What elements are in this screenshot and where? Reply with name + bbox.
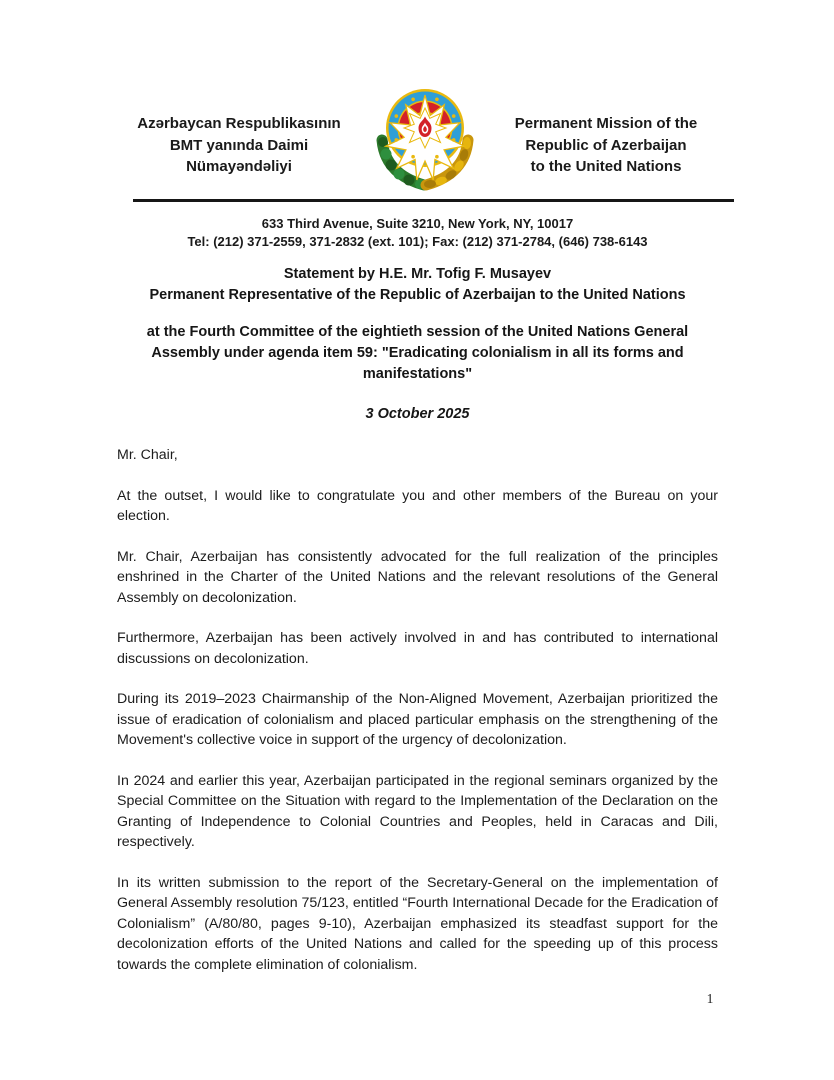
mission-address: 633 Third Avenue, Suite 3210, New York, NY, 10017 — [261, 216, 574, 231]
statement-title — [117, 264, 718, 306]
paragraph-salutation: Mr. Chair, — [117, 447, 178, 463]
page-number: 1 — [706, 991, 714, 1006]
letterhead-az-line-2: BMT yanında Daimi — [169, 136, 309, 154]
letterhead-en-line-2: Republic of Azerbaijan — [525, 136, 687, 154]
statement-subtitle — [117, 322, 718, 385]
mission-contact: Tel: (212) 371-2559, 371-2832 (ext. 101); Fax: (212) 371-2784, (646) 738-6143 — [187, 234, 648, 249]
mission-address-block — [117, 215, 718, 251]
paragraph-nam-chairmanship: During its 2019–2023 Chairmanship of the Non-Aligned Movement, Azerbaijan prioritized the issue of eradication of colonialism and placed particular emphasis on the strengthening of the Movement's collective voice in support of the urgency of decolonization. — [117, 691, 718, 748]
statement-title-line-2: Permanent Representative of the Republic of Azerbaijan to the United Nations — [149, 287, 686, 303]
statement-subtitle-line-3: manifestations" — [362, 366, 473, 382]
letterhead-azerbaijani — [124, 113, 354, 178]
statement-subtitle-line-2: Assembly under agenda item 59: "Eradicating colonialism in all its forms and — [151, 345, 684, 361]
letterhead-en-line-3: to the United Nations — [530, 158, 682, 175]
letterhead-az-line-1: Azərbaycan Respublikasının — [137, 115, 341, 132]
paragraph-regional-seminars: In 2024 and earlier this year, Azerbaijan participated in the regional seminars organized by the Special Committee on the Situation with regard to the Implementation of the Declaration on the Granting of Independence to Colonial Countries and Peoples, held in Caracas and Dili, respectively. — [117, 772, 718, 850]
paragraph-principles: Mr. Chair, Azerbaijan has consistently advocated for the full realization of the principles enshrined in the Charter of the United Nations and the relevant resolutions of the General Assembly on decolonization. — [117, 548, 718, 606]
letterhead-english — [496, 113, 716, 178]
letterhead-en-line-1: Permanent Mission of the — [514, 115, 698, 132]
paragraph-involvement: Furthermore, Azerbaijan has been actively involved in and has contributed to international discussions on decolonization. — [117, 630, 718, 667]
letterhead-divider — [133, 199, 734, 202]
statement-date: 3 October 2025 — [365, 406, 470, 422]
statement-body — [117, 445, 718, 995]
statement-subtitle-line-1: at the Fourth Committee of the eightieth session of the United Nations General — [146, 324, 689, 340]
paragraph-congratulations: At the outset, I would like to congratulate you and other members of the Bureau on your election. — [117, 487, 718, 524]
letterhead-az-line-3: Nümayəndəliyi — [186, 158, 292, 175]
paragraph-written-submission: In its written submission to the report of the Secretary-General on the implementation of General Assembly resolution 75/123, entitled “Fourth International Decade for the Eradication of Colonialism” (A/80/80, pages 9-10), Azerbaijan emphasized its steadfast support for the decolonization efforts of the United Nations and called for the speeding up of this process towards the complete elimination of colonialism. — [117, 874, 718, 973]
statement-title-line-1: Statement by H.E. Mr. Tofig F. Musayev — [283, 266, 552, 282]
azerbaijan-coat-of-arms-icon — [372, 86, 478, 192]
